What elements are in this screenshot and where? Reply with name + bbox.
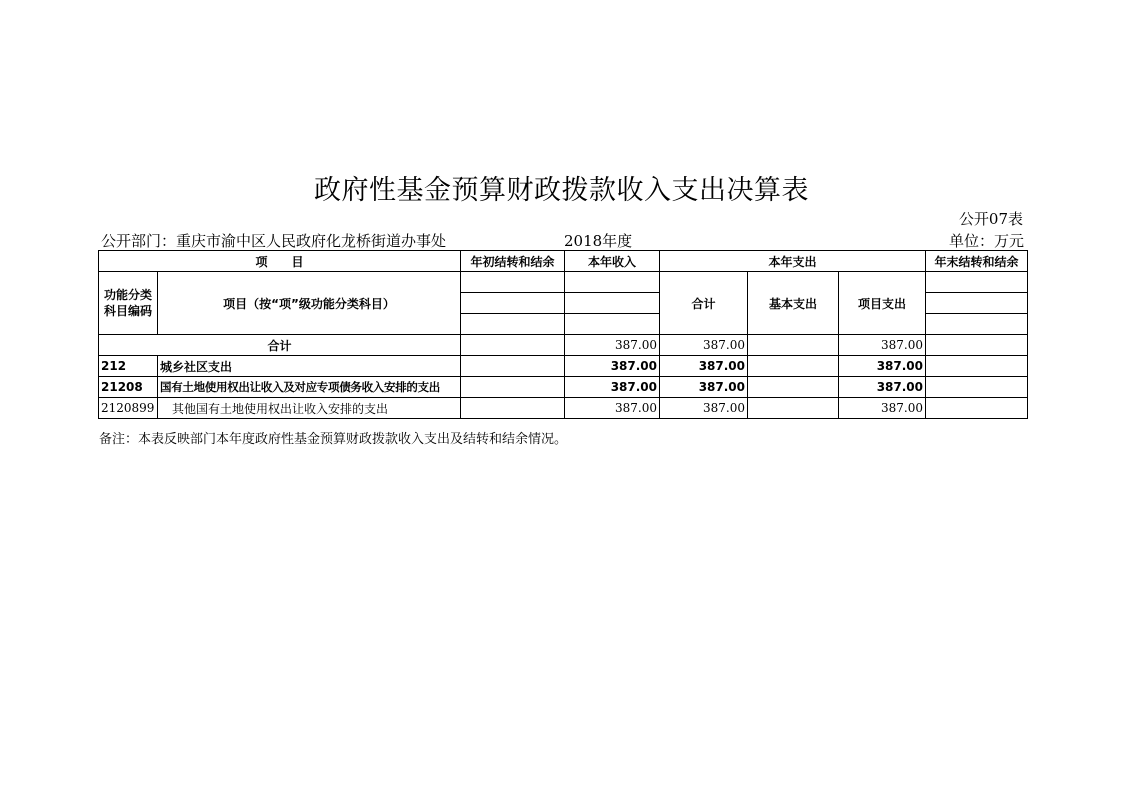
header-opening-balance: 年初结转和结余 [461, 251, 565, 272]
blank-cell [461, 272, 565, 293]
blank-cell [461, 293, 565, 314]
footnote: 备注：本表反映部门本年度政府性基金预算财政拨款收入支出及结转和结余情况。 [99, 432, 568, 447]
cell-opening [461, 398, 565, 419]
form-number: 公开07表 [958, 210, 1023, 228]
cell-closing [926, 398, 1028, 419]
cell-exp-total: 387.00 [660, 377, 748, 398]
cell-closing [926, 356, 1028, 377]
budget-table [98, 250, 1028, 419]
cell-code: 21208 [99, 377, 158, 398]
header-closing-balance: 年末结转和结余 [926, 251, 1028, 272]
blank-cell [461, 314, 565, 335]
cell-basic [748, 377, 839, 398]
cell-project: 387.00 [839, 398, 926, 419]
table-row-total [99, 335, 1028, 356]
cell-closing [926, 335, 1028, 356]
department-label: 公开部门：重庆市渝中区人民政府化龙桥街道办事处 [101, 232, 447, 250]
cell-name: 城乡社区支出 [158, 356, 461, 377]
cell-income: 387.00 [565, 335, 660, 356]
blank-cell [565, 272, 660, 293]
blank-cell [565, 293, 660, 314]
cell-code: 2120899 [99, 398, 158, 419]
cell-name: 国有土地使用权出让收入及对应专项债务收入安排的支出 [158, 377, 461, 398]
blank-cell [926, 293, 1028, 314]
header-income: 本年收入 [565, 251, 660, 272]
cell-exp-total: 387.00 [660, 398, 748, 419]
header-func-code: 功能分类科目编码 [99, 272, 158, 335]
cell-basic [748, 356, 839, 377]
cell-project: 387.00 [839, 335, 926, 356]
header-item-desc: 项目（按“项”级功能分类科目） [158, 272, 461, 335]
cell-opening [461, 356, 565, 377]
cell-income: 387.00 [565, 356, 660, 377]
header-basic: 基本支出 [748, 272, 839, 335]
cell-exp-total: 387.00 [660, 356, 748, 377]
unit-label: 单位：万元 [948, 232, 1024, 250]
cell-name: 其他国有土地使用权出让收入安排的支出 [158, 398, 461, 419]
row-total-label: 合计 [99, 335, 461, 356]
page-title: 政府性基金预算财政拨款收入支出决算表 [314, 175, 809, 206]
cell-opening [461, 377, 565, 398]
blank-cell [565, 314, 660, 335]
blank-cell [926, 314, 1028, 335]
cell-exp-total: 387.00 [660, 335, 748, 356]
cell-project: 387.00 [839, 356, 926, 377]
cell-basic [748, 335, 839, 356]
cell-project: 387.00 [839, 377, 926, 398]
fiscal-year: 2018年度 [564, 232, 633, 250]
cell-opening [461, 335, 565, 356]
header-exp-total: 合计 [660, 272, 748, 335]
blank-cell [926, 272, 1028, 293]
table-row [99, 377, 1028, 398]
header-expenditure: 本年支出 [660, 251, 926, 272]
header-item: 项 目 [99, 251, 461, 272]
table-row [99, 356, 1028, 377]
cell-closing [926, 377, 1028, 398]
cell-income: 387.00 [565, 398, 660, 419]
cell-basic [748, 398, 839, 419]
cell-code: 212 [99, 356, 158, 377]
cell-income: 387.00 [565, 377, 660, 398]
table-row [99, 398, 1028, 419]
meta-row [99, 230, 1026, 250]
header-project: 项目支出 [839, 272, 926, 335]
